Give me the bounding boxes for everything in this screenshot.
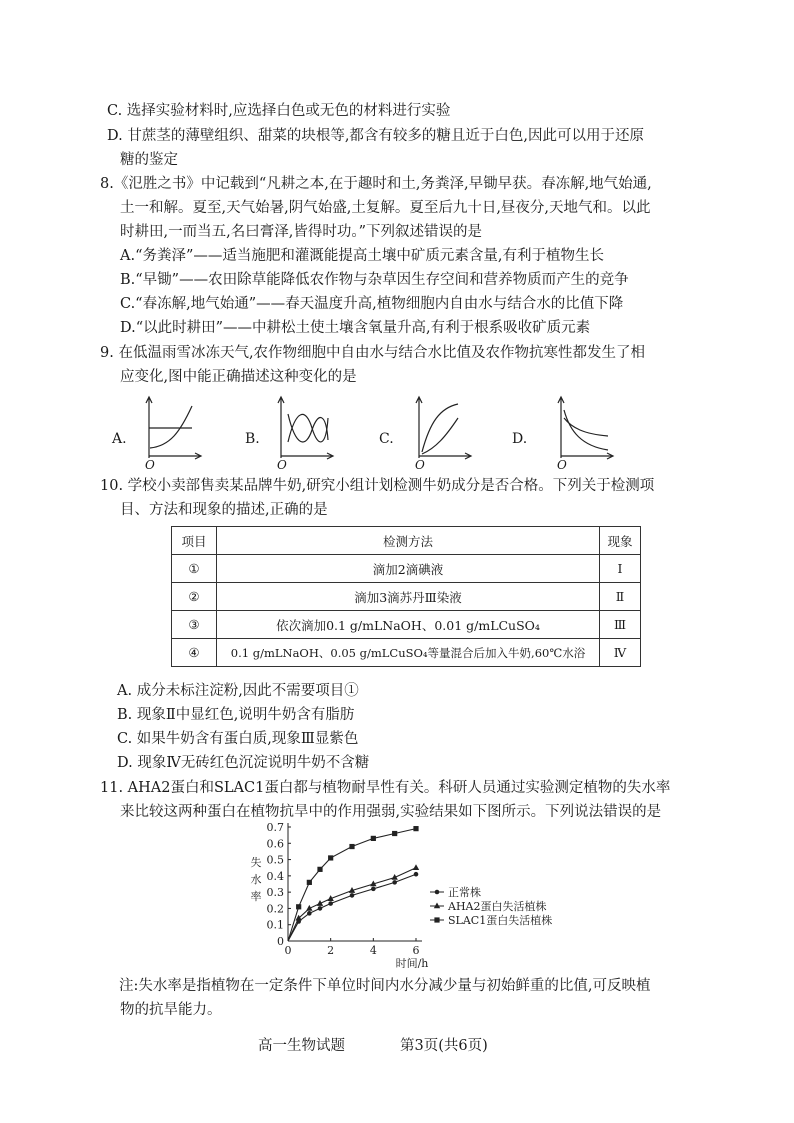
data-point-square — [349, 844, 354, 849]
q8-option-c: C.“春冻解,地气始通”——春天温度升高,植物细胞内自由水与结合水的比值下降 — [120, 296, 624, 312]
q10-option-b: B. 现象Ⅱ中显红色,说明牛奶含有脂肪 — [117, 707, 355, 723]
table-cell: Ⅰ — [600, 555, 641, 583]
q8-stem: 8.《氾胜之书》中记载到“凡耕之本,在于趣时和土,务粪泽,早锄早获。春冻解,地气始通, — [100, 176, 652, 192]
data-point-circle — [307, 911, 312, 916]
table-header-cell: 现象 — [600, 527, 641, 555]
data-point-circle — [328, 901, 333, 906]
q9-option-a-label: A. — [112, 431, 127, 447]
x-tick-label: 4 — [369, 944, 377, 957]
table-row — [172, 583, 641, 611]
q10-option-d: D. 现象Ⅳ无砖红色沉淀说明牛奶不含糖 — [117, 755, 370, 771]
q7-option-d: D. 甘蔗茎的薄壁组织、甜菜的块根等,都含有较多的糖且近于白色,因此可以用于还原 — [107, 128, 645, 144]
q9-stem-2: 应变化,图中能正确描述这种变化的是 — [120, 369, 357, 385]
y-axis-label-char: 失 — [250, 856, 262, 869]
y-tick-label: 0.1 — [266, 918, 284, 932]
data-point-square — [413, 826, 418, 831]
data-point-square — [328, 855, 333, 860]
q11-note: 注:失水率是指植物在一定条件下单位时间内水分减少量与初始鲜重的比值,可反映植 — [119, 978, 651, 994]
table-header-row — [172, 527, 641, 555]
data-point-square — [307, 880, 312, 885]
q9-graph-a-origin: O — [145, 458, 155, 472]
q9-option-d-label: D. — [512, 431, 528, 447]
table-cell: ① — [172, 555, 217, 583]
table-cell: ④ — [172, 639, 217, 667]
y-tick-label: 0.3 — [266, 886, 284, 900]
q11-stem: 11. AHA2蛋白和SLAC1蛋白都与植物耐旱性有关。科研人员通过实验测定植物的失水率 — [100, 780, 671, 796]
data-point-circle — [371, 887, 376, 892]
y-tick-label: 0.5 — [266, 853, 284, 867]
q10-stem-2: 目、方法和现象的描述,正确的是 — [120, 502, 328, 518]
legend-marker-square — [434, 917, 439, 922]
table-cell: Ⅳ — [600, 639, 641, 667]
q7-option-c: C. 选择实验材料时,应选择白色或无色的材料进行实验 — [107, 103, 451, 119]
q7-option-d-cont: 糖的鉴定 — [120, 152, 178, 168]
data-point-circle — [392, 880, 397, 885]
data-point-square — [317, 867, 322, 872]
data-point-square — [392, 831, 397, 836]
table-row — [172, 611, 641, 639]
table-header-cell: 检测方法 — [217, 527, 600, 555]
table-cell: Ⅲ — [600, 611, 641, 639]
legend-label: SLAC1蛋白失活植株 — [448, 914, 553, 927]
q8-stem-3: 时耕田,一而当五,名曰膏泽,皆得时功。”下列叙述错误的是 — [120, 224, 482, 240]
table-cell: 滴加3滴苏丹Ⅲ染液 — [217, 583, 600, 611]
y-tick-label: 0.7 — [266, 821, 284, 834]
data-point-square — [371, 836, 376, 841]
data-point-circle — [318, 906, 323, 911]
footer-page-number: 第3页(共6页) — [400, 1038, 488, 1054]
q11-note-2: 物的抗旱能力。 — [120, 1002, 222, 1018]
data-point-triangle — [413, 864, 419, 870]
x-axis-label: 时间/h — [395, 957, 429, 968]
q9-graph-d-origin: O — [557, 458, 567, 472]
water-loss-chart — [240, 818, 620, 968]
y-tick-label: 0.4 — [266, 869, 284, 883]
table-cell: ③ — [172, 611, 217, 639]
q9-graph-b — [272, 392, 336, 462]
q9-option-c-label: C. — [379, 431, 394, 447]
footer-subject: 高一生物试题 — [258, 1038, 345, 1054]
y-tick-label: 0.2 — [266, 902, 284, 916]
q8-stem-2: 土一和解。夏至,天气始暑,阴气始盛,土复解。夏至后九十日,昼夜分,天地气和。以此 — [120, 200, 651, 216]
y-axis-label-char: 率 — [250, 890, 262, 903]
table-header-cell: 项目 — [172, 527, 217, 555]
q10-stem: 10. 学校小卖部售卖某品牌牛奶,研究小组计划检测牛奶成分是否合格。下列关于检测项 — [100, 478, 655, 494]
q9-graph-c-origin: O — [415, 458, 425, 472]
q10-option-a: A. 成分未标注淀粉,因此不需要项目① — [117, 683, 359, 699]
legend-label: 正常株 — [448, 886, 481, 899]
table-cell: ② — [172, 583, 217, 611]
data-point-circle — [414, 872, 419, 877]
q8-option-b: B.“早锄”——农田除草能降低农作物与杂草因生存空间和营养物质而产生的竞争 — [120, 272, 629, 288]
table-cell: Ⅱ — [600, 583, 641, 611]
q9-graph-c — [410, 392, 474, 462]
table-row — [172, 555, 641, 583]
y-tick-label: 0 — [277, 935, 284, 948]
q8-option-a: A.“务粪泽”——适当施肥和灌溉能提高土壤中矿质元素含量,有利于植物生长 — [120, 248, 605, 264]
q8-option-d: D.“以此时耕田”——中耕松土使土壤含氧量升高,有利于根系吸收矿质元素 — [120, 320, 591, 336]
data-point-circle — [350, 893, 355, 898]
table-cell: 0.1 g/mLNaOH、0.05 g/mLCuSO₄等量混合后加入牛奶,60℃水浴 — [217, 639, 600, 667]
q9-option-b-label: B. — [245, 431, 260, 447]
table-row — [172, 639, 641, 667]
table-cell: 滴加2滴碘液 — [217, 555, 600, 583]
x-tick-label: 2 — [327, 944, 335, 957]
data-point-square — [296, 904, 301, 909]
q9-graph-b-origin: O — [277, 458, 287, 472]
legend-marker-circle — [435, 890, 440, 895]
q11-stem-2: 来比较这两种蛋白在植物抗旱中的作用强弱,实验结果如下图所示。下列说法错误的是 — [120, 804, 662, 820]
x-tick-label: 0 — [284, 944, 292, 957]
q9-stem: 9. 在低温雨雪冰冻天气,农作物细胞中自由水与结合水比值及农作物抗寒性都发生了相 — [100, 345, 646, 361]
table-cell: 依次滴加0.1 g/mLNaOH、0.01 g/mLCuSO₄ — [217, 611, 600, 639]
x-tick-label: 6 — [412, 944, 420, 957]
legend-marker-triangle — [434, 903, 440, 909]
q10-option-c: C. 如果牛奶含有蛋白质,现象Ⅲ显紫色 — [117, 731, 359, 747]
q9-graph-d — [552, 392, 616, 462]
legend-label: AHA2蛋白失活植株 — [448, 900, 547, 913]
q9-graph-a — [140, 392, 204, 462]
detection-table — [171, 526, 641, 667]
y-axis-label-char: 水 — [250, 873, 262, 886]
y-tick-label: 0.6 — [266, 837, 284, 851]
